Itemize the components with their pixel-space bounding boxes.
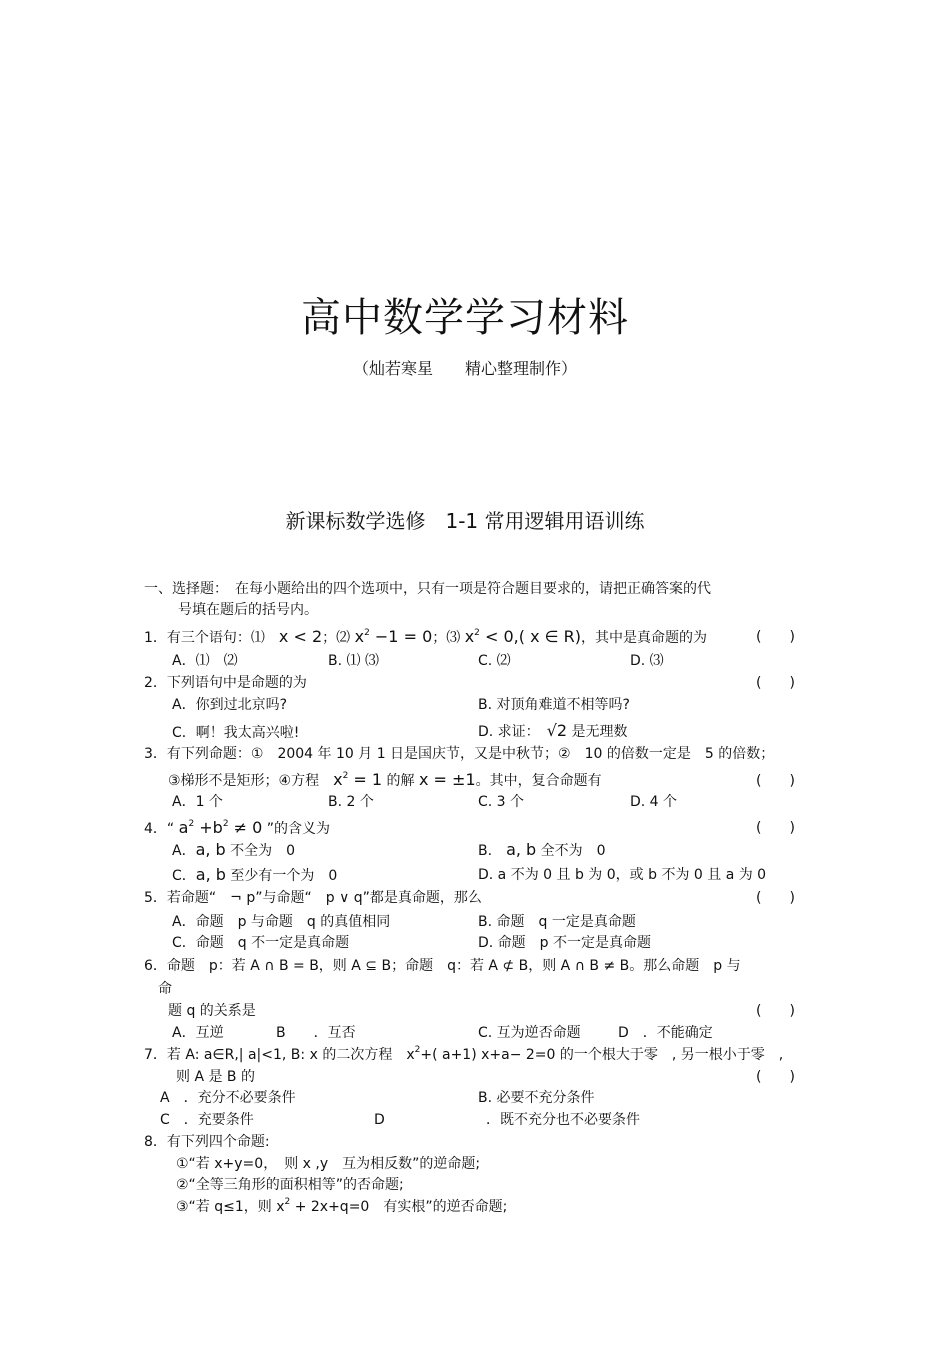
question-6-stem-cont2: 题 q 的关系是 [168, 1003, 256, 1019]
section-instruction-cont: 号填在题后的括号内。 [178, 602, 318, 618]
q7-option-c: C ．充要条件 [160, 1112, 254, 1128]
question-3-stem-cont: ③梯形不是矩形；④方程 $x^2 = 1$ 的解 x = ±1。其中，复合命题有 [168, 770, 602, 789]
answer-blank-7: ( ) [756, 1069, 795, 1085]
section-instruction: 一、选择题： 在每小题给出的四个选项中，只有一项是符合题目要求的，请把正确答案的代 [144, 581, 711, 597]
q3-option-a: A．1 个 [172, 794, 223, 810]
q2-option-b: B. 对顶角难道不相等吗? [478, 697, 630, 713]
q6-option-c: C. 互为逆否命题 [478, 1025, 581, 1041]
answer-blank-1: ( ) [756, 629, 795, 645]
q7-option-b: B. 必要不充分条件 [478, 1090, 595, 1106]
q5-option-a: A．命题 p 与命题 q 的真值相同 [172, 914, 391, 930]
question-8-stem: 8．有下列四个命题: [144, 1134, 270, 1150]
q3-option-d: D. 4 个 [630, 794, 678, 810]
page-title: 高中数学学习材料 [301, 295, 629, 341]
answer-blank-2: ( ) [756, 675, 795, 691]
q7-option-d-text: ．既不充分也不必要条件 [486, 1112, 640, 1128]
q1-option-b: B. ⑴ ⑶ [328, 653, 379, 669]
q2-option-d: D. 求证： √2 是无理数 [478, 721, 628, 740]
byline: （灿若寒星 精心整理制作） [352, 359, 577, 378]
question-6-stem-cont: 命 [158, 981, 172, 997]
q4-option-c: C．a, b 至少有一个为 0 [172, 865, 338, 884]
question-7-stem-cont: 则 A 是 B 的 [176, 1069, 255, 1085]
q1-option-d: D. ⑶ [630, 653, 664, 669]
q7-option-a: A ．充分不必要条件 [160, 1090, 296, 1106]
question-1-stem: 1．有三个语句：⑴ x < 2；⑵ $x^2 -1 = 0$；⑶ $x^2 < 0$,( x ∈ R)，其中是真命题的为 [144, 627, 708, 646]
question-6-stem: 6．命题 p：若 A ∩ B = B，则 A ⊆ B；命题 q：若 A ⊄ B，则 A ∩ B ≠ B。那么命题 p 与 [144, 958, 741, 974]
q5-option-b: B. 命题 q 一定是真命题 [478, 914, 636, 930]
question-5-stem: 5．若命题“ ¬ p”与命题“ p ∨ q”都是真命题，那么 [144, 890, 482, 906]
q6-option-d: D ．不能确定 [618, 1025, 713, 1041]
q1-option-c: C. ⑵ [478, 653, 511, 669]
q4-option-a: A．a, b 不全为 0 [172, 840, 296, 859]
answer-blank-4: ( ) [756, 820, 795, 836]
q2-option-c: C．啊！我太高兴啦! [172, 725, 300, 741]
q1-option-a: A．⑴ ⑵ [172, 653, 238, 669]
answer-blank-6: ( ) [756, 1003, 795, 1019]
q4-option-b: B. a, b 全不为 0 [478, 840, 606, 859]
q5-option-d: D. 命题 p 不一定是真命题 [478, 935, 652, 951]
question-2-stem: 2．下列语句中是命题的为 [144, 675, 307, 691]
q6-option-a: A．互逆 [172, 1025, 224, 1041]
question-7-stem: 7．若 A: a∈R,| a|<1, B: x 的二次方程 $x^2+$( a+1) x+a− 2=0 的一个根大于零 , 另一根小于零 , [144, 1045, 784, 1063]
q8-item-1: ①“若 x+y=0， 则 x ,y 互为相反数”的逆命题; [176, 1156, 481, 1172]
q5-option-c: C．命题 q 不一定是真命题 [172, 935, 350, 951]
question-3-stem: 3．有下列命题：① 2004 年 10 月 1 日是国庆节，又是中秋节；② 10 的倍数一定是 5 的倍数； [144, 746, 775, 762]
q4-option-d: D. a 不为 0 且 b 为 0，或 b 不为 0 且 a 为 0 [478, 867, 767, 883]
answer-blank-3: ( ) [756, 773, 795, 789]
exercise-title: 新课标数学选修 1-1 常用逻辑用语训练 [285, 509, 645, 533]
q3-option-b: B. 2 个 [328, 794, 374, 810]
q8-item-2: ②“全等三角形的面积相等”的否命题; [176, 1177, 404, 1193]
q2-option-a: A．你到过北京吗? [172, 697, 288, 713]
q6-option-b: B ．互否 [276, 1025, 356, 1041]
question-4-stem: 4．“ $a^2 +b^2 \ne 0$ ”的含义为 [144, 818, 331, 837]
q8-item-3: ③“若 q≤1，则 $x^2 + 2x+q=0$ 有实根”的逆否命题; [176, 1197, 508, 1215]
answer-blank-5: ( ) [756, 890, 795, 906]
q3-option-c: C. 3 个 [478, 794, 525, 810]
q7-option-d-letter: D [374, 1112, 385, 1128]
